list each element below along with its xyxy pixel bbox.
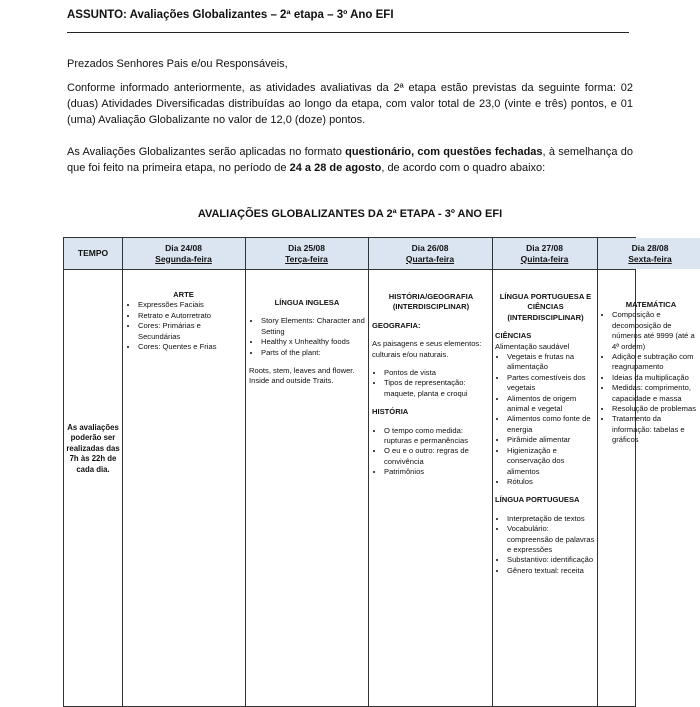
col-divider: [122, 238, 123, 706]
subject-line: ASSUNTO: Avaliações Globalizantes – 2ª etapa – 3º Ano EFI: [67, 9, 394, 21]
day-date: Dia 27/08: [526, 242, 563, 253]
list-item: • Higienização e conservação dos alimentos: [507, 446, 596, 477]
list-item: • Pirâmide alimentar: [507, 435, 596, 445]
list-item: • Patrimônios: [384, 467, 490, 477]
header-tempo: [64, 238, 122, 269]
list-item: • Alimentos como fonte de energia: [507, 414, 596, 435]
list-item: • Partes comestíveis dos vegetais: [507, 373, 596, 394]
day-date: Dia 24/08: [165, 242, 202, 253]
list-item: • Expressões Faciais: [138, 300, 241, 310]
list-item: • Retrato e Autorretrato: [138, 311, 241, 321]
day-date: Dia 28/08: [631, 242, 669, 253]
portuguese-title: LÍNGUA PORTUGUESA: [495, 495, 580, 505]
list-item: • Vocabulário: compreensão de palavras e expressões: [507, 524, 596, 555]
p2-period: 24 a 28 de agosto: [289, 162, 382, 174]
header-day-wed: [368, 238, 492, 269]
list-item: • Resolução de problemas: [612, 404, 700, 414]
list-item: • O tempo como medida: rupturas e permanências: [384, 426, 490, 447]
list-item: • Vegetais e frutas na alimentação: [507, 352, 596, 373]
list-item: • O eu e o outro: regras de convivência: [384, 446, 490, 467]
list-item: • Alimentos de origem animal e vegetal: [507, 394, 596, 415]
list-item: • Composição e decomposição de números até 9999 (até a 4ª ordem): [612, 310, 700, 352]
list-item: • Ideias da multiplicação: [612, 373, 700, 383]
day-weekday: Segunda-feira: [155, 253, 212, 264]
header-day-fri: [597, 238, 700, 269]
col-divider: [492, 238, 493, 706]
topic-list: [249, 316, 365, 358]
cell-thursday: [495, 270, 596, 576]
topic-list: [372, 426, 490, 478]
p2-text-a: As Avaliações Globalizantes serão aplicadas no formato: [67, 146, 346, 158]
col-divider: [245, 238, 246, 706]
list-item: • Medidas: comprimento, capacidade e massa: [612, 383, 700, 404]
day-weekday: Quarta-feira: [405, 253, 455, 264]
day-weekday: Sexta-feira: [628, 253, 672, 264]
tempo-label: TEMPO: [77, 248, 109, 258]
topic-list: [495, 514, 596, 576]
day-date: Dia 25/08: [288, 242, 325, 253]
list-item: • Healthy x Unhealthy foods: [261, 337, 365, 347]
time-cell: As avaliações poderão ser realizadas das 7h às 22h de cada dia.: [66, 423, 120, 474]
schedule-table: [63, 237, 697, 707]
subject-title: LÍNGUA INGLESA: [274, 298, 340, 307]
p2-format: questionário, com questões fechadas: [345, 146, 543, 158]
list-item: • Tipos de representação: maquete, planta e croqui: [384, 378, 490, 399]
list-item: • Adição e subtração com reagrupamento: [612, 352, 700, 373]
list-item: • Parts of the plant:: [261, 348, 365, 358]
subject-title: MATEMÁTICA: [625, 300, 677, 309]
header-day-thu: [492, 238, 597, 269]
subject-title: ARTE: [173, 290, 194, 299]
header-divider: [67, 32, 629, 33]
topic-list: [372, 368, 490, 399]
list-item: • Interpretação de textos: [507, 514, 596, 524]
history-title: HISTÓRIA: [372, 407, 409, 417]
subject-title: HISTÓRIA/GEOGRAFIA (INTERDISCIPLINAR): [388, 292, 474, 312]
list-item: • Substantivo: identificação: [507, 555, 596, 565]
list-item: • Tratamento da informação: tabelas e gráficos: [612, 414, 700, 445]
list-item: • Story Elements: Character and Setting: [261, 316, 365, 337]
day-weekday: Terça-feira: [285, 253, 328, 264]
table-title: AVALIAÇÕES GLOBALIZANTES DA 2ª ETAPA - 3º ANO EFI: [197, 208, 503, 220]
day-weekday: Quinta-feira: [520, 253, 569, 264]
science-text: Alimentação saudável: [495, 341, 570, 351]
geography-text: As paisagens e seus elementos: culturais e/ou naturais.: [372, 339, 482, 359]
header-day-mon: [122, 238, 245, 269]
greeting: Prezados Senhores Pais e/ou Responsáveis,: [67, 58, 288, 70]
day-date: Dia 26/08: [411, 242, 449, 253]
traits-text: Inside and outside Traits.: [249, 376, 334, 386]
cell-friday: [600, 270, 700, 446]
list-item: • Pontos de vista: [384, 368, 490, 378]
list-item: • Cores: Primárias e Secundárias: [138, 321, 241, 342]
geography-title: GEOGRAFIA:: [372, 320, 421, 330]
col-divider: [368, 238, 369, 706]
science-title: CIÊNCIAS: [495, 331, 532, 341]
paragraph-1: Conforme informado anteriormente, as atividades avaliativas da 2ª etapa estão previstas da seguinte forma: 02 (duas) Atividades Diversificadas distribuídas ao longo da etapa, com valor total de 23,0 (vinte e três) pontos, e 01 (uma) Avaliação Globalizante no valor de 12,0 (doze) pontos.: [67, 82, 633, 126]
topic-list: [600, 310, 700, 445]
list-item: • Rótulos: [507, 477, 596, 487]
subject-title: LÍNGUA PORTUGUESA E CIÊNCIAS (INTERDISCIPLINAR): [499, 292, 592, 322]
list-item: • Gênero textual: receita: [507, 566, 596, 576]
p2-text-e: , de acordo com o quadro abaixo:: [381, 162, 546, 174]
cell-tuesday: [249, 270, 365, 387]
col-divider: [597, 238, 598, 706]
list-item: • Cores: Quentes e Frias: [138, 342, 241, 352]
cell-monday: [126, 270, 241, 352]
header-day-tue: [245, 238, 368, 269]
cell-wednesday: [372, 270, 490, 478]
plant-parts-text: Roots, stem, leaves and flower.: [249, 366, 355, 376]
p2-text-c: , à semelhança do que foi feito na primeira etapa, no período de: [67, 146, 633, 174]
paragraph-2: [67, 144, 633, 176]
topic-list: [126, 300, 241, 352]
topic-list: [495, 352, 596, 487]
